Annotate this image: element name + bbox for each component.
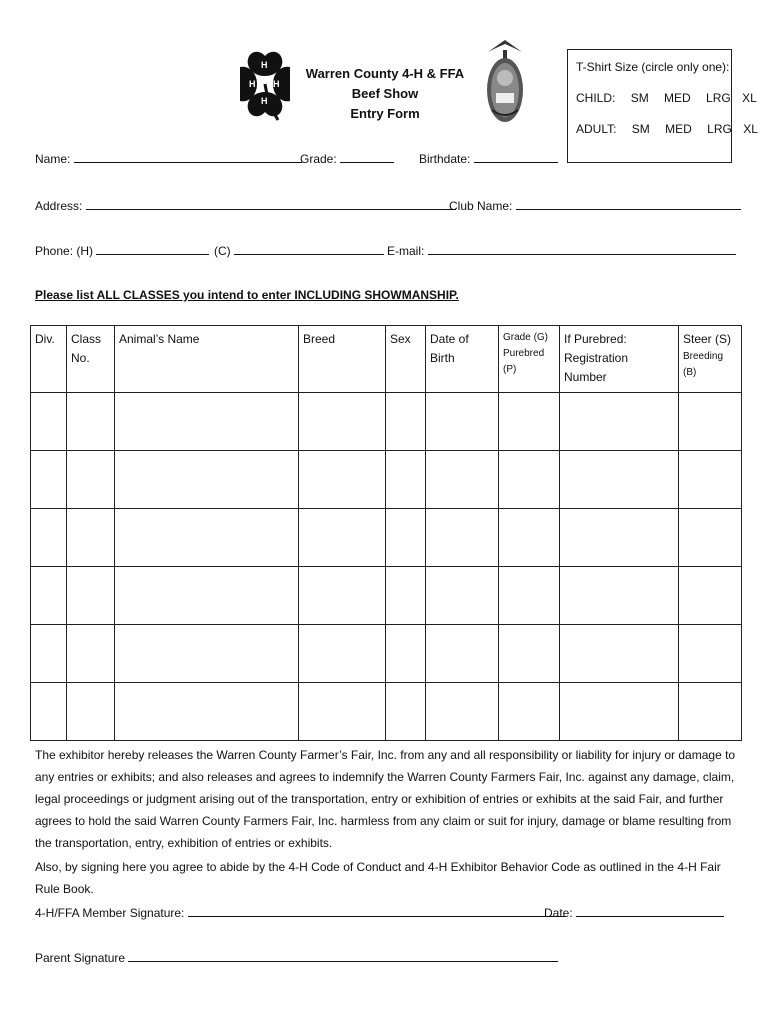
date-label: Date:: [544, 906, 573, 920]
cell-registration-number[interactable]: [560, 392, 679, 450]
table-row: [31, 450, 742, 508]
address-input-line[interactable]: [86, 197, 456, 210]
tshirt-adult-label: ADULT:: [576, 122, 617, 136]
cell-class-no[interactable]: [67, 682, 115, 740]
tshirt-child-med[interactable]: MED: [664, 91, 691, 105]
grade-label: Grade:: [300, 152, 337, 166]
date-input-line[interactable]: [576, 904, 724, 917]
phone-cell-input-line[interactable]: [234, 242, 384, 255]
tshirt-child-sm[interactable]: SM: [630, 91, 649, 105]
cell-grade-purebred[interactable]: [499, 392, 560, 450]
table-row: [31, 508, 742, 566]
cell-class-no[interactable]: [67, 450, 115, 508]
cell-animal-name[interactable]: [115, 450, 299, 508]
ffa-emblem-icon: [484, 38, 526, 126]
tshirt-child-xl[interactable]: XL: [742, 91, 757, 105]
cell-grade-purebred[interactable]: [499, 682, 560, 740]
header-class-no: Class No.: [67, 326, 115, 393]
cell-grade-purebred[interactable]: [499, 624, 560, 682]
cell-div[interactable]: [31, 566, 67, 624]
member-signature-line[interactable]: [188, 904, 566, 917]
tshirt-heading: T-Shirt Size (circle only one):: [576, 60, 730, 74]
header-sex: Sex: [386, 326, 426, 393]
cell-grade-purebred[interactable]: [499, 508, 560, 566]
email-field: [387, 242, 736, 258]
cell-class-no[interactable]: [67, 566, 115, 624]
tshirt-child-row: [576, 91, 757, 105]
cell-breed[interactable]: [299, 508, 386, 566]
release-paragraph: The exhibitor hereby releases the Warren County Farmer’s Fair, Inc. from any and all responsibility or liability for injury or damage to any entries or exhibits; and also releases and agrees to indemnify the Warren County Farmers Fair, Inc. against any damage, claim, legal proceedings or judgment arising out of the transportation, entry or exhibition of entries or exhibits at the said Fair, and further agrees to hold the said Warren County Farmers Fair, Inc. harmless from any claim or suit for injury, damage or blame resulting from the transportation, entry, exhibition of entries or exhibits.: [35, 748, 736, 850]
phone-home-input-line[interactable]: [96, 242, 209, 255]
birthdate-label: Birthdate:: [419, 152, 471, 166]
cell-div[interactable]: [31, 450, 67, 508]
grade-field: [300, 150, 394, 166]
email-label: E-mail:: [387, 244, 425, 258]
title-line-1: Warren County 4-H & FFA Beef Show: [305, 66, 465, 102]
cell-animal-name[interactable]: [115, 624, 299, 682]
cell-grade-purebred[interactable]: [499, 566, 560, 624]
cell-sex[interactable]: [386, 566, 426, 624]
cell-steer-breeding[interactable]: [679, 682, 742, 740]
cell-date-of-birth[interactable]: [426, 508, 499, 566]
tshirt-adult-med[interactable]: MED: [665, 122, 692, 136]
table-row: [31, 682, 742, 740]
tshirt-size-box: [567, 49, 758, 163]
cell-div[interactable]: [31, 508, 67, 566]
cell-steer-breeding[interactable]: [679, 508, 742, 566]
svg-text:H: H: [261, 96, 268, 106]
tshirt-child-label: CHILD:: [576, 91, 616, 105]
table-row: [31, 566, 742, 624]
birthdate-input-line[interactable]: [474, 150, 558, 163]
cell-breed[interactable]: [299, 682, 386, 740]
tshirt-adult-lrg[interactable]: LRG: [707, 122, 732, 136]
cell-sex[interactable]: [386, 508, 426, 566]
cell-date-of-birth[interactable]: [426, 566, 499, 624]
tshirt-child-lrg[interactable]: LRG: [706, 91, 731, 105]
cell-date-of-birth[interactable]: [426, 392, 499, 450]
cell-steer-breeding[interactable]: [679, 624, 742, 682]
cell-div[interactable]: [31, 624, 67, 682]
parent-signature-line[interactable]: [128, 949, 558, 962]
date-field: [544, 904, 724, 920]
svg-text:H: H: [273, 79, 280, 89]
cell-breed[interactable]: [299, 624, 386, 682]
address-label: Address:: [35, 199, 83, 213]
address-field: [35, 197, 456, 213]
cell-animal-name[interactable]: [115, 392, 299, 450]
grade-input-line[interactable]: [340, 150, 394, 163]
header-grade-purebred: Grade (G) Purebred (P): [499, 326, 560, 393]
parent-signature-label: Parent Signature: [35, 951, 126, 965]
cell-sex[interactable]: [386, 450, 426, 508]
name-label: Name:: [35, 152, 71, 166]
cell-registration-number[interactable]: [560, 682, 679, 740]
four-h-clover-icon: [240, 44, 290, 126]
table-row: [31, 624, 742, 682]
cell-animal-name[interactable]: [115, 682, 299, 740]
cell-registration-number[interactable]: [560, 450, 679, 508]
parent-signature-field: [35, 949, 558, 965]
header-registration: If Purebred: Registration Number: [560, 326, 679, 393]
cell-registration-number[interactable]: [560, 508, 679, 566]
tshirt-adult-sm[interactable]: SM: [631, 122, 650, 136]
cell-div[interactable]: [31, 392, 67, 450]
entries-table: [30, 325, 742, 741]
cell-animal-name[interactable]: [115, 566, 299, 624]
cell-breed[interactable]: [299, 566, 386, 624]
member-signature-label: 4-H/FFA Member Signature:: [35, 906, 185, 920]
cell-sex[interactable]: [386, 624, 426, 682]
table-header-row: [31, 326, 742, 393]
header-date-of-birth: Date of Birth: [426, 326, 499, 393]
cell-steer-breeding[interactable]: [679, 566, 742, 624]
phone-home-field: [35, 242, 209, 258]
member-signature-field: [35, 904, 566, 920]
name-input-line[interactable]: [74, 150, 302, 163]
phone-cell-label: (C): [214, 244, 231, 258]
header-breed: Breed: [299, 326, 386, 393]
club-name-input-line[interactable]: [516, 197, 741, 210]
header-animal-name: Animal’s Name: [115, 326, 299, 393]
title-line-2: Entry Form: [350, 106, 420, 122]
phone-home-label: Phone: (H): [35, 244, 94, 258]
cell-class-no[interactable]: [67, 392, 115, 450]
cell-steer-breeding[interactable]: [679, 450, 742, 508]
cell-date-of-birth[interactable]: [426, 682, 499, 740]
cell-class-no[interactable]: [67, 508, 115, 566]
email-input-line[interactable]: [428, 242, 736, 255]
cell-breed[interactable]: [299, 392, 386, 450]
form-title: [295, 64, 475, 124]
cell-breed[interactable]: [299, 450, 386, 508]
cell-registration-number[interactable]: [560, 624, 679, 682]
code-of-conduct-paragraph: Also, by signing here you agree to abide by the 4-H Code of Conduct and 4-H Exhibitor Behavior Code as outlined in the 4-H Fair Rule Book.: [35, 860, 721, 896]
cell-class-no[interactable]: [67, 624, 115, 682]
cell-date-of-birth[interactable]: [426, 624, 499, 682]
cell-registration-number[interactable]: [560, 566, 679, 624]
instructions: Please list ALL CLASSES you intend to enter INCLUDING SHOWMANSHIP.: [35, 288, 459, 302]
cell-grade-purebred[interactable]: [499, 450, 560, 508]
cell-sex[interactable]: [386, 682, 426, 740]
phone-cell-field: [214, 242, 384, 258]
birthdate-field: [419, 150, 558, 166]
cell-sex[interactable]: [386, 392, 426, 450]
cell-animal-name[interactable]: [115, 508, 299, 566]
svg-text:H: H: [249, 79, 256, 89]
svg-text:H: H: [261, 60, 268, 70]
cell-date-of-birth[interactable]: [426, 450, 499, 508]
header-div: Div.: [31, 326, 67, 393]
name-field: [35, 150, 302, 166]
header-steer-breeding: Steer (S) Breeding (B): [679, 326, 742, 393]
table-row: [31, 392, 742, 450]
tshirt-adult-row: [576, 122, 758, 136]
cell-steer-breeding[interactable]: [679, 392, 742, 450]
cell-div[interactable]: [31, 682, 67, 740]
club-name-field: [449, 197, 741, 213]
tshirt-adult-xl[interactable]: XL: [743, 122, 758, 136]
club-name-label: Club Name:: [449, 199, 513, 213]
